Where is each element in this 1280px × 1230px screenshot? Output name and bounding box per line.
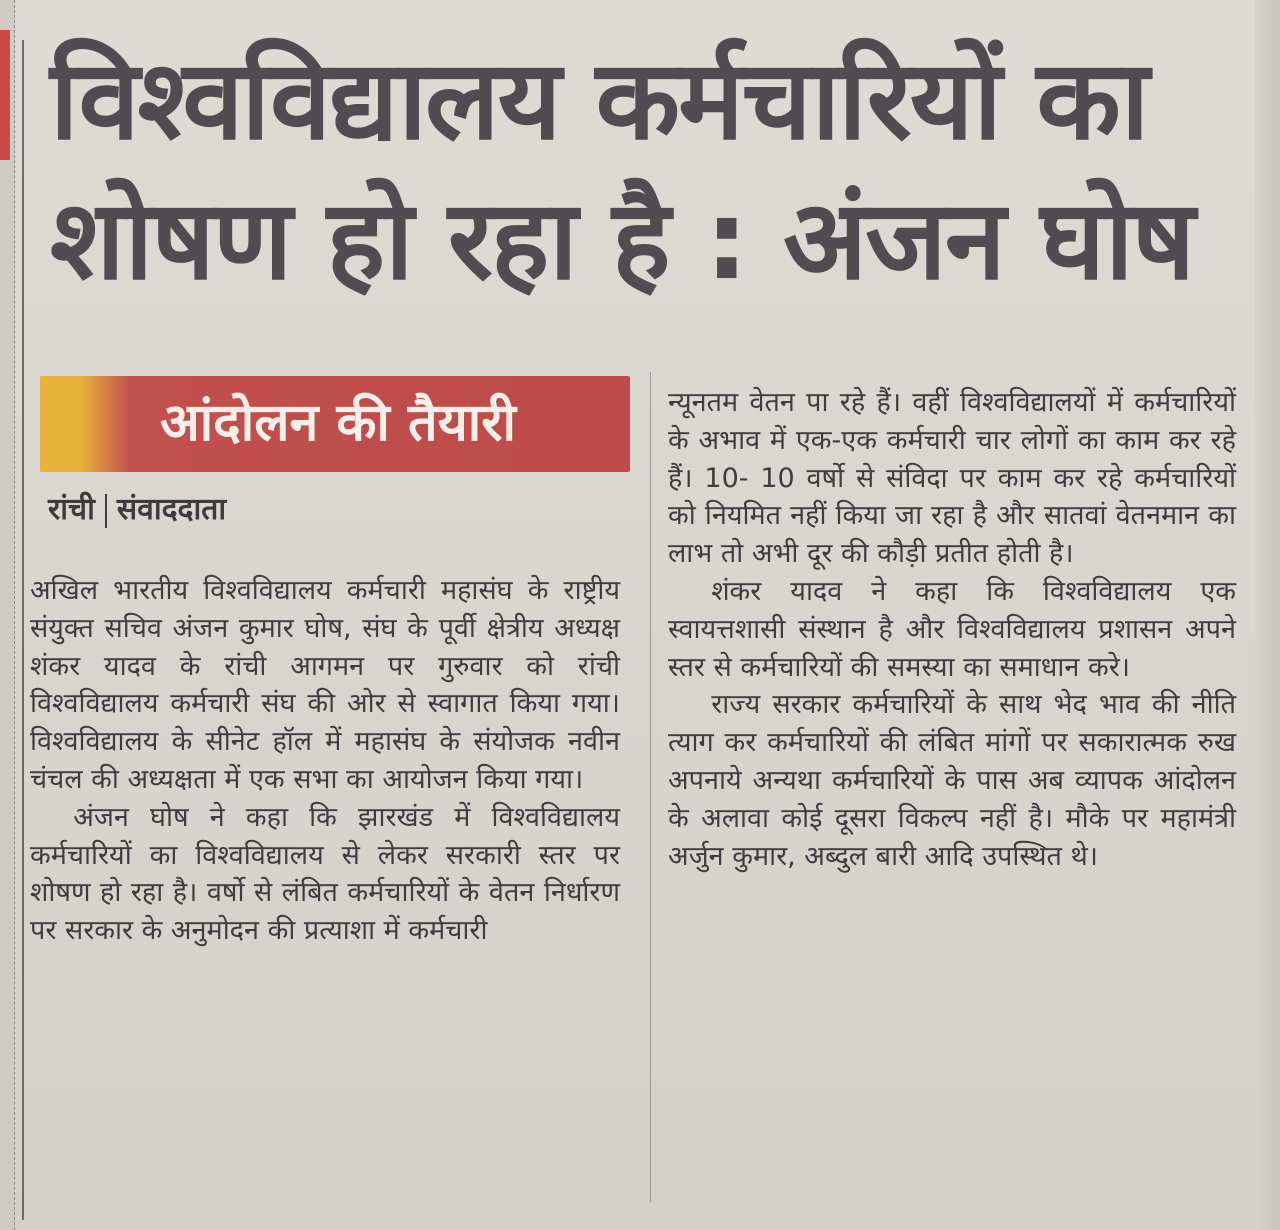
section-banner [40,376,630,472]
article-frame-line [22,40,24,1220]
right-paragraph: न्यूनतम वेतन पा रहे हैं। वहीं विश्वविद्यालयों में कर्मचारियों के अभाव में एक-एक कर्मचारी चार लोगों का काम कर रहे हैं। 10- 10 वर्षो से संविदा पर काम कर रहे कर्मचारियों को नियमित नहीं किया जा रहा है और सातवां वेतनमान का लाभ तो अभी दूर की कौड़ी प्रतीत होती है। [668,387,1236,570]
left-paragraph: अंजन घोष ने कहा कि झारखंड में विश्वविद्यालय कर्मचारियों का विश्वविद्यालय से लेकर सरकारी स्तर पर शोषण हो रहा है। वर्षो से लंबित कर्मचारियों के वेतन निर्धारण पर सरकार के अनुमोदन की प्रत्याशा में कर्मचारी [30,801,620,947]
dateline-place: रांची [48,492,95,527]
right-paragraph: शंकर यादव ने कहा कि विश्वविद्यालय एक स्वायत्तशासी संस्थान है और विश्वविद्यालय प्रशासन अपने स्तर से कर्मचारियों की समस्या का समाधान करे। [668,575,1236,683]
left-paragraph: अखिल भारतीय विश्वविद्यालय कर्मचारी महासंघ के राष्ट्रीय संयुक्त सचिव अंजन कुमार घोष, संघ के पूर्वी क्षेत्रीय अध्यक्ष शंकर यादव के रांची आगमन पर गुरुवार को रांची विश्वविद्यालय कर्मचारी संघ की ओर से स्वागात किया गया। विश्वविद्यालय के सीनेट हॉल में महासंघ के संयोजक नवीन चंचल की अध्यक्षता में एक सभा का आयोजन किया गया। [30,575,620,795]
dateline [48,488,628,532]
right-paragraph: राज्य सरकार कर्मचारियों के साथ भेद भाव की नीति त्याग कर कर्मचारियों की लंबित मांगों पर सकारात्मक रुख अपनाये अन्यथा कर्मचारियों के पास अब व्यापक आंदोलन के अलावा कोई दूसरा विकल्प नहीं है। मौके पर महामंत्री अर्जुन कुमार, अब्दुल बारी आदि उपस्थित थे। [668,689,1236,872]
adjacent-article-red-mark [0,30,10,160]
article-headline: विश्वविद्यालय कर्मचारियों का शोषण हो रहा है : अंजन घोष [50,36,1194,304]
article-right-column [668,384,1236,875]
article-left-column [30,572,620,950]
page-left-edge [0,0,15,1230]
dateline-separator [105,494,107,528]
column-divider [650,372,651,1202]
dateline-byline: संवाददाता [116,492,227,527]
page-right-edge [1255,0,1280,1230]
banner-title: आंदोलन की तैयारी [160,393,516,453]
